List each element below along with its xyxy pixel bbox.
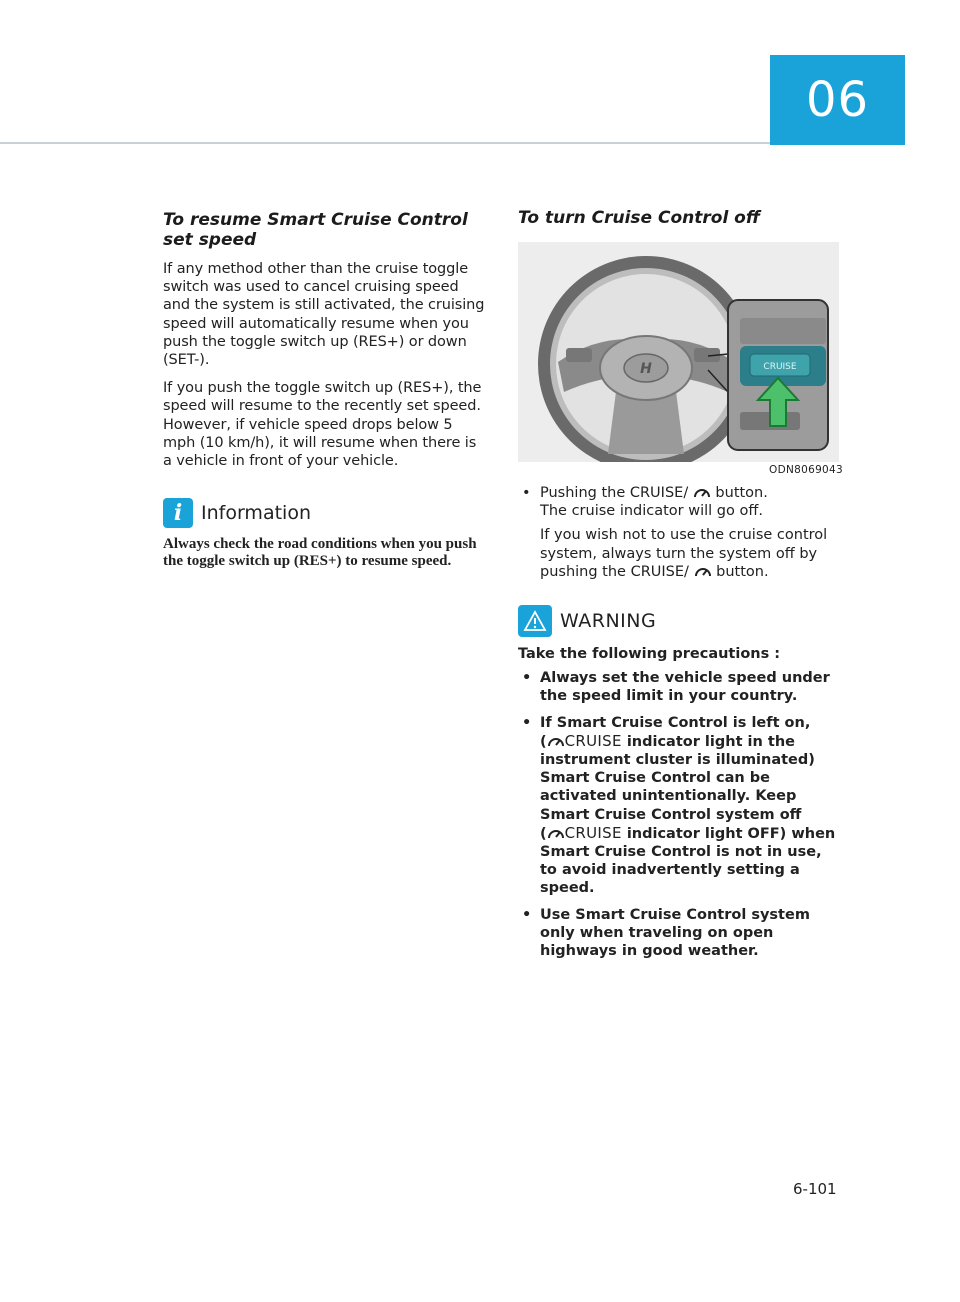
warning-header — [518, 605, 843, 637]
cruise-icon — [547, 826, 565, 840]
cruise-off-list — [518, 484, 843, 581]
bullet-text: Pushing the CRUISE/ — [540, 485, 689, 501]
warning-text: Use Smart Cruise Control system only when traveling on open highways in good weather. — [540, 906, 810, 960]
figure-cruise-button-label: CRUISE — [763, 362, 797, 372]
left-column — [163, 210, 488, 570]
warning-text: If Smart Cruise Control is left on, — [540, 714, 811, 731]
list-item — [518, 484, 843, 581]
steering-wheel-illustration — [518, 242, 839, 462]
information-header — [163, 498, 488, 528]
bullet-text: button. — [716, 563, 769, 580]
warning-text: ( — [540, 733, 547, 750]
information-title: Information — [201, 502, 311, 525]
cruise-icon — [693, 485, 711, 499]
warning-text: indicator light in the instrument cluster is illuminated) Smart Cruise Control can be activated unintentionally. Keep Smart Cruise Control system off — [540, 733, 815, 823]
list-item — [518, 714, 843, 898]
cruise-off-heading: To turn Cruise Control off — [518, 208, 761, 228]
warning-text: ( — [540, 825, 547, 842]
bullet-text: If you wish not to use the cruise control system, always turn the system off by pushing the CRUISE/ — [540, 527, 828, 580]
resume-paragraph-1: If any method other than the cruise toggle switch was used to cancel cruising speed and the system is still activated, the cruising speed will automatically resume when you push the toggle switch up (RES+) or down (SET-). — [163, 261, 485, 369]
cruise-indicator-word: CRUISE — [564, 823, 622, 842]
warning-text: Always set the vehicle speed under the speed limit in your country. — [540, 670, 830, 705]
warning-intro: Take the following precautions : — [518, 646, 781, 663]
list-item — [518, 669, 843, 705]
warning-icon — [518, 605, 552, 637]
chapter-tab: 06 — [770, 55, 905, 145]
list-item — [518, 906, 843, 961]
header-rule — [0, 142, 770, 144]
warning-text: indicator light OFF) when Smart Cruise Control is not in use, to avoid inadvertently setting a speed. — [540, 825, 836, 897]
info-icon: i — [163, 498, 193, 528]
information-text: Always check the road conditions when you push the toggle switch up (RES+) to resume speed. — [163, 536, 477, 570]
warning-list — [518, 669, 843, 960]
bullet-text: The cruise indicator will go off. — [540, 503, 763, 520]
svg-text:H: H — [640, 361, 652, 377]
cruise-icon — [694, 564, 712, 578]
figure-code: ODN8069043 — [769, 464, 843, 476]
resume-paragraph-2: If you push the toggle switch up (RES+), the speed will resume to the recently set speed. However, if vehicle speed drops below 5 mph (10 km/h), it will resume when there is a vehicle in front of your vehicle. — [163, 380, 482, 470]
steering-wheel-figure — [518, 242, 839, 462]
resume-heading: To resume Smart Cruise Control set speed — [163, 210, 468, 250]
cruise-icon — [547, 734, 565, 748]
cruise-indicator-word: CRUISE — [564, 731, 622, 750]
warning-title: WARNING — [560, 610, 657, 633]
bullet-text: button. — [715, 485, 768, 501]
right-column — [518, 208, 843, 968]
page-number: 6-101 — [793, 1180, 837, 1198]
